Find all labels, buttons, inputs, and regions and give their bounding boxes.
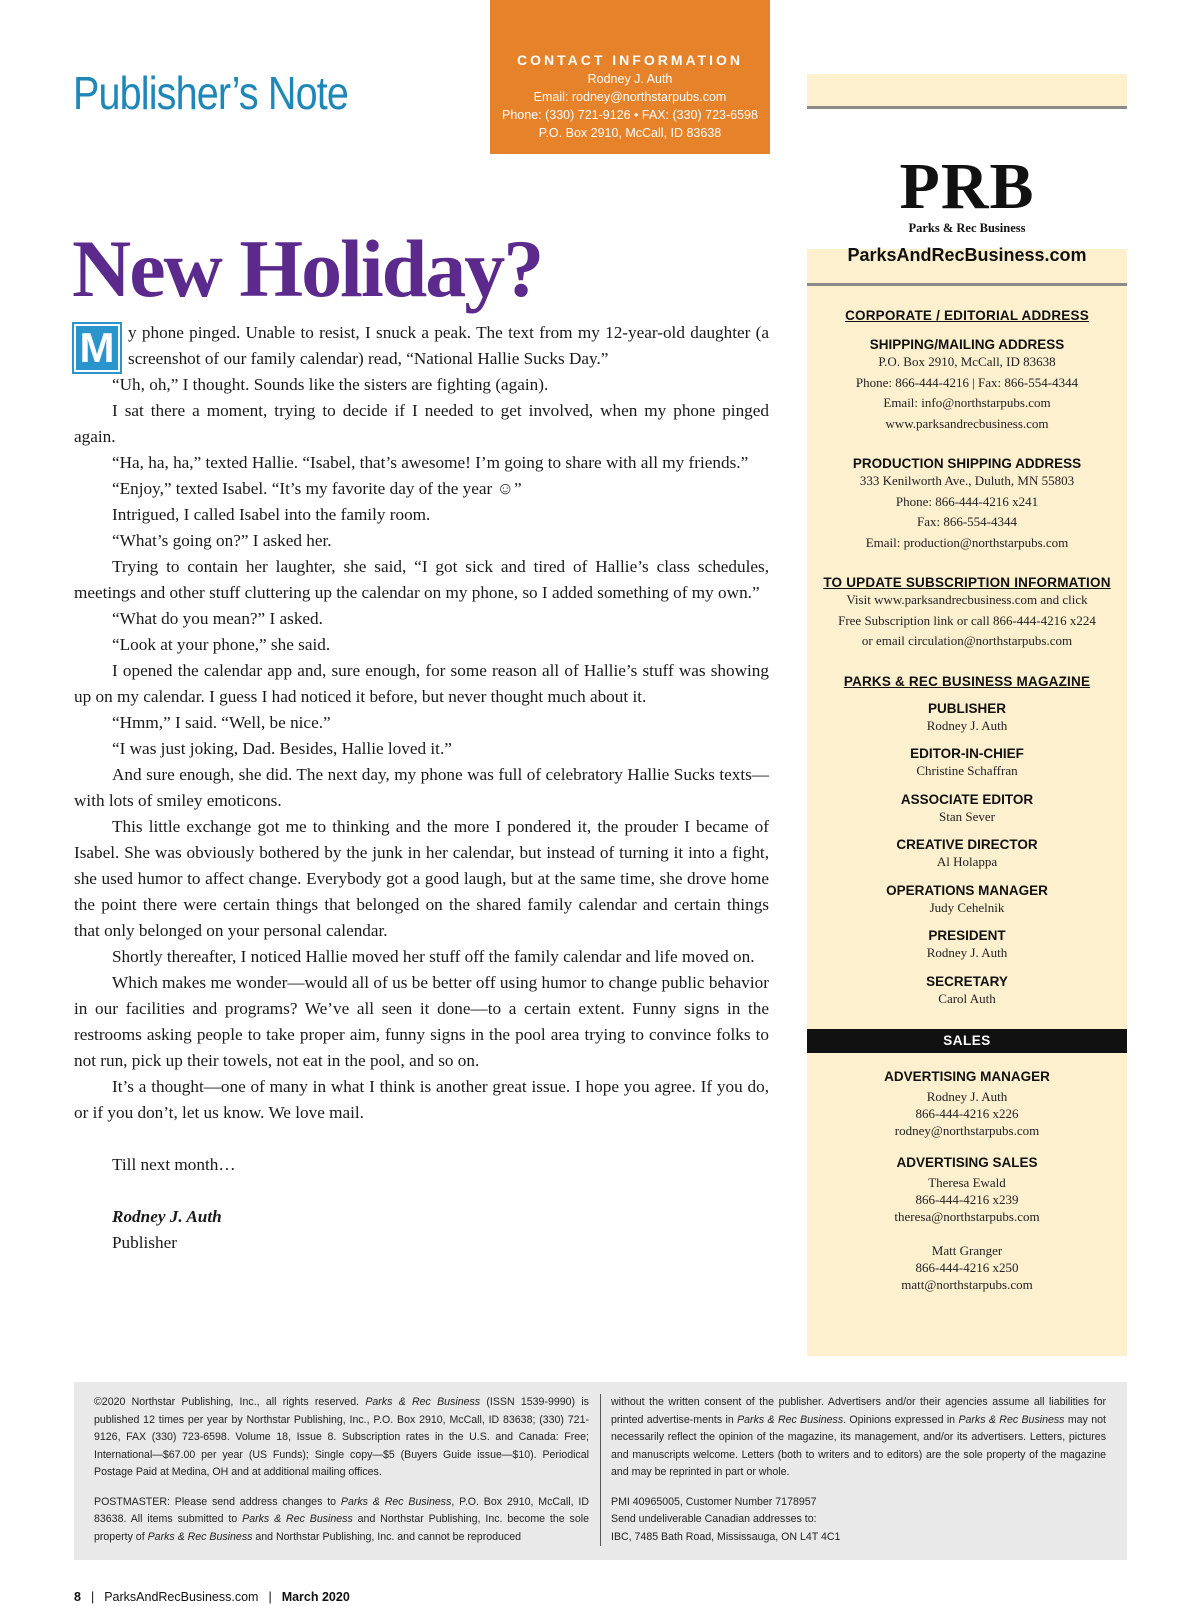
article-paragraph: “What do you mean?” I asked. — [112, 609, 323, 628]
article-paragraph: I opened the calendar app and, sure enough, for some reason all of Hallie’s stuff was showing up on my calendar. I guess I had noticed it before, but never thought much about it. — [74, 661, 769, 706]
ad-manager-line: rodney@northstarpubs.com — [894, 1123, 1040, 1138]
contact-address: P.O. Box 2910, McCall, ID 83638 — [538, 126, 722, 140]
postmaster-paragraph: POSTMASTER: Please send address changes to Parks & Rec Business, P.O. Box 2910, McCall, ID 83638. All items submitted to Parks & Rec Business and Northstar Publishing, Inc. become the sole property of Parks & Rec Business and Northstar Publishing, Inc. and cannot be reproduced — [94, 1495, 589, 1543]
article-paragraph: “What’s going on?” I asked her. — [112, 531, 332, 550]
staff-role: PUBLISHER — [927, 700, 1006, 716]
shipping-line: P.O. Box 2910, McCall, ID 83638 — [878, 354, 1056, 369]
staff-role: EDITOR-IN-CHIEF — [910, 746, 1024, 761]
pmi-paragraph: PMI 40965005, Customer Number 7178957 Send undeliverable Canadian addresses to: IBC, 7485 Bath Road, Mississauga, ON L4T 4C1 — [611, 1495, 841, 1543]
footer-site: ParksAndRecBusiness.com — [104, 1590, 259, 1604]
staff-name: Rodney J. Auth — [926, 717, 1008, 733]
staff-name: Christine Schaffran — [916, 763, 1018, 778]
ad-manager-heading: ADVERTISING MANAGER — [884, 1069, 1050, 1084]
article-body — [74, 320, 769, 1256]
article-paragraph: Trying to contain her laughter, she said, “I got sick and tired of Hallie’s class schedules, meetings and other stuff cluttering up the calendar on my phone, so I added something of my own.” — [74, 557, 769, 602]
article-paragraph: This little exchange got me to thinking and the more I pondered it, the prouder I became of Isabel. She was obviously bothered by the junk in her calendar, but instead of turning it into a fight, she used humor to affect change. Everybody got a good laugh, but at the same time, she drove home the point there were certain things that belonged on the shared family calendar and certain things that only belonged on your personal calendar. — [74, 817, 769, 940]
masthead-sidebar — [807, 74, 1127, 1356]
sales-heading: SALES — [807, 1029, 1127, 1053]
corporate-address-heading: CORPORATE / EDITORIAL ADDRESS — [845, 308, 1089, 323]
staff-role: PRESIDENT — [928, 928, 1006, 943]
ad-sales-line: theresa@northstarpubs.com — [894, 1209, 1040, 1224]
article-paragraph: “Look at your phone,” she said. — [112, 635, 331, 654]
issue-date: March 2020 — [281, 1590, 350, 1604]
ad-sales-line: 866-444-4216 x250 — [915, 1260, 1019, 1275]
article-headline: New Holiday? — [72, 223, 543, 314]
staff-name: Judy Cehelnik — [929, 899, 1005, 915]
drop-cap: M — [74, 324, 120, 372]
contact-name: Rodney J. Auth — [587, 72, 673, 86]
ad-sales-line: 866-444-4216 x239 — [915, 1192, 1019, 1207]
shipping-heading: SHIPPING/MAILING ADDRESS — [869, 337, 1065, 352]
ad-sales-line: Theresa Ewald — [928, 1175, 1006, 1190]
ad-manager-line: Rodney J. Auth — [926, 1089, 1008, 1104]
production-line: Email: production@northstarpubs.com — [865, 534, 1069, 550]
staff-name: Rodney J. Auth — [926, 945, 1008, 960]
signature-title: Publisher — [112, 1233, 177, 1252]
staff-name: Al Holappa — [936, 854, 998, 869]
ad-sales-line: matt@northstarpubs.com — [901, 1277, 1033, 1292]
staff-role: ASSOCIATE EDITOR — [900, 791, 1034, 807]
article-first-paragraph — [74, 320, 769, 372]
prb-logo — [807, 109, 1127, 265]
shipping-line: Phone: 866-444-4216 | Fax: 866-554-4344 — [855, 374, 1079, 390]
shipping-line: Email: info@northstarpubs.com — [883, 395, 1051, 410]
subscription-line: Free Subscription link or call 866-444-4216 x224 — [838, 612, 1096, 628]
article-paragraph: “Uh, oh,” I thought. Sounds like the sisters are fighting (again). — [112, 375, 549, 394]
production-heading: PRODUCTION SHIPPING ADDRESS — [852, 456, 1082, 471]
ad-sales-line: Matt Granger — [931, 1243, 1003, 1258]
article-paragraph: It’s a thought—one of many in what I think is another great issue. I hope you agree. If you do, or if you don’t, let us know. We love mail. — [74, 1077, 769, 1122]
ad-manager-line: 866-444-4216 x226 — [915, 1106, 1019, 1121]
logo-subtitle: Parks & Rec Business — [908, 221, 1026, 235]
production-line: Fax: 866-554-4344 — [916, 514, 1018, 529]
site-url: ParksAndRecBusiness.com — [847, 245, 1087, 265]
logo-mark: PRB — [899, 150, 1035, 223]
subscription-heading: TO UPDATE SUBSCRIPTION INFORMATION — [823, 575, 1111, 590]
staff-role: SECRETARY — [926, 973, 1008, 989]
article-paragraph: Shortly thereafter, I noticed Hallie moved her stuff off the family calendar and life moved on. — [112, 947, 755, 966]
contact-phone: Phone: (330) 721-9126 • FAX: (330) 723-6598 — [502, 108, 758, 122]
article-paragraph: And sure enough, she did. The next day, my phone was full of celebratory Hallie Sucks texts—with lots of smiley emoticons. — [74, 765, 769, 810]
first-paragraph-text: y phone pinged. Unable to resist, I snuck a peak. The text from my 12-year-old daughter (a screenshot of our family calendar) read, “National Hallie Sucks Day.” — [128, 323, 769, 368]
page-footer: 8 | ParksAndRecBusiness.com | March 2020 — [74, 1590, 350, 1604]
magazine-heading: PARKS & REC BUSINESS MAGAZINE — [843, 673, 1091, 689]
article-paragraph: “Ha, ha, ha,” texted Hallie. “Isabel, that’s awesome! I’m going to share with all my friends.” — [112, 453, 749, 472]
shipping-line: www.parksandrecbusiness.com — [885, 415, 1049, 431]
subscription-line: Visit www.parksandrecbusiness.com and click — [846, 592, 1088, 607]
section-title: Publisher’s Note — [73, 67, 349, 119]
article-paragraph: I sat there a moment, trying to decide if I needed to get involved, when my phone pinged again. — [74, 401, 769, 446]
subscription-line: or email circulation@northstarpubs.com — [861, 633, 1073, 648]
signature-name: Rodney J. Auth — [112, 1207, 222, 1226]
production-line: 333 Kenilworth Ave., Duluth, MN 55803 — [859, 473, 1075, 488]
contact-email: Email: rodney@northstarpubs.com — [533, 90, 727, 104]
legal-right-column — [611, 1394, 1106, 1558]
ad-sales-heading: ADVERTISING SALES — [896, 1155, 1038, 1170]
legal-footer — [74, 1382, 1127, 1560]
article-paragraph: “Enjoy,” texted Isabel. “It’s my favorite day of the year ☺” — [112, 479, 522, 498]
article-paragraph: Which makes me wonder—would all of us be better off using humor to change public behavior in our facilities and programs? We’ve all seen it done—to a certain extent. Funny signs in the restrooms asking people to take proper aim, funny signs in the pool area trying to convince folks to not run, pick up their towels, not eat in the pool, and so on. — [74, 973, 769, 1070]
staff-name: Stan Sever — [939, 808, 995, 824]
consent-paragraph: without the written consent of the publisher. Advertisers and/or their agencies assume all liabilities for printed advertise-ments in Parks & Rec Business. Opinions expressed in Parks & Rec Business may not necessarily reflect the opinion of the magazine, its management, and/or its advertisers. Letters, pictures and manuscripts welcome. Letters (both to writers and to editors) are the sole property of the magazine and may be reprinted in part or whole. — [611, 1396, 1106, 1478]
article-paragraph: “Hmm,” I said. “Well, be nice.” — [112, 713, 331, 732]
staff-name: Carol Auth — [938, 990, 996, 1006]
production-line: Phone: 866-444-4216 x241 — [895, 493, 1039, 509]
staff-role: OPERATIONS MANAGER — [886, 882, 1048, 898]
copyright-paragraph: ©2020 Northstar Publishing, Inc., all rights reserved. Parks & Rec Business (ISSN 1539-9990) is published 12 times per year by Northstar Publishing, Inc., P.O. Box 2910, McCall, ID 83638; (330) 721-9126, FAX (330) 723-6598. Volume 18, Issue 8. Subscription rates in the U.S. and Canada: Free; International—$67.00 per year (US Funds); Single copy—$5 (Buyers Guide issue—$10). Periodical Postage Paid at Medina, OH and at additional mailing offices. — [94, 1396, 589, 1478]
contact-info-box — [490, 0, 770, 154]
article-closing: Till next month… — [112, 1155, 236, 1174]
contact-title: CONTACT INFORMATION — [516, 52, 743, 68]
staff-role: CREATIVE DIRECTOR — [896, 837, 1038, 852]
legal-left-column — [94, 1394, 589, 1558]
footer-divider — [600, 1394, 601, 1546]
article-paragraph: “I was just joking, Dad. Besides, Hallie loved it.” — [112, 739, 452, 758]
page-number: 8 — [74, 1590, 81, 1604]
article-paragraph: Intrigued, I called Isabel into the family room. — [112, 505, 431, 524]
